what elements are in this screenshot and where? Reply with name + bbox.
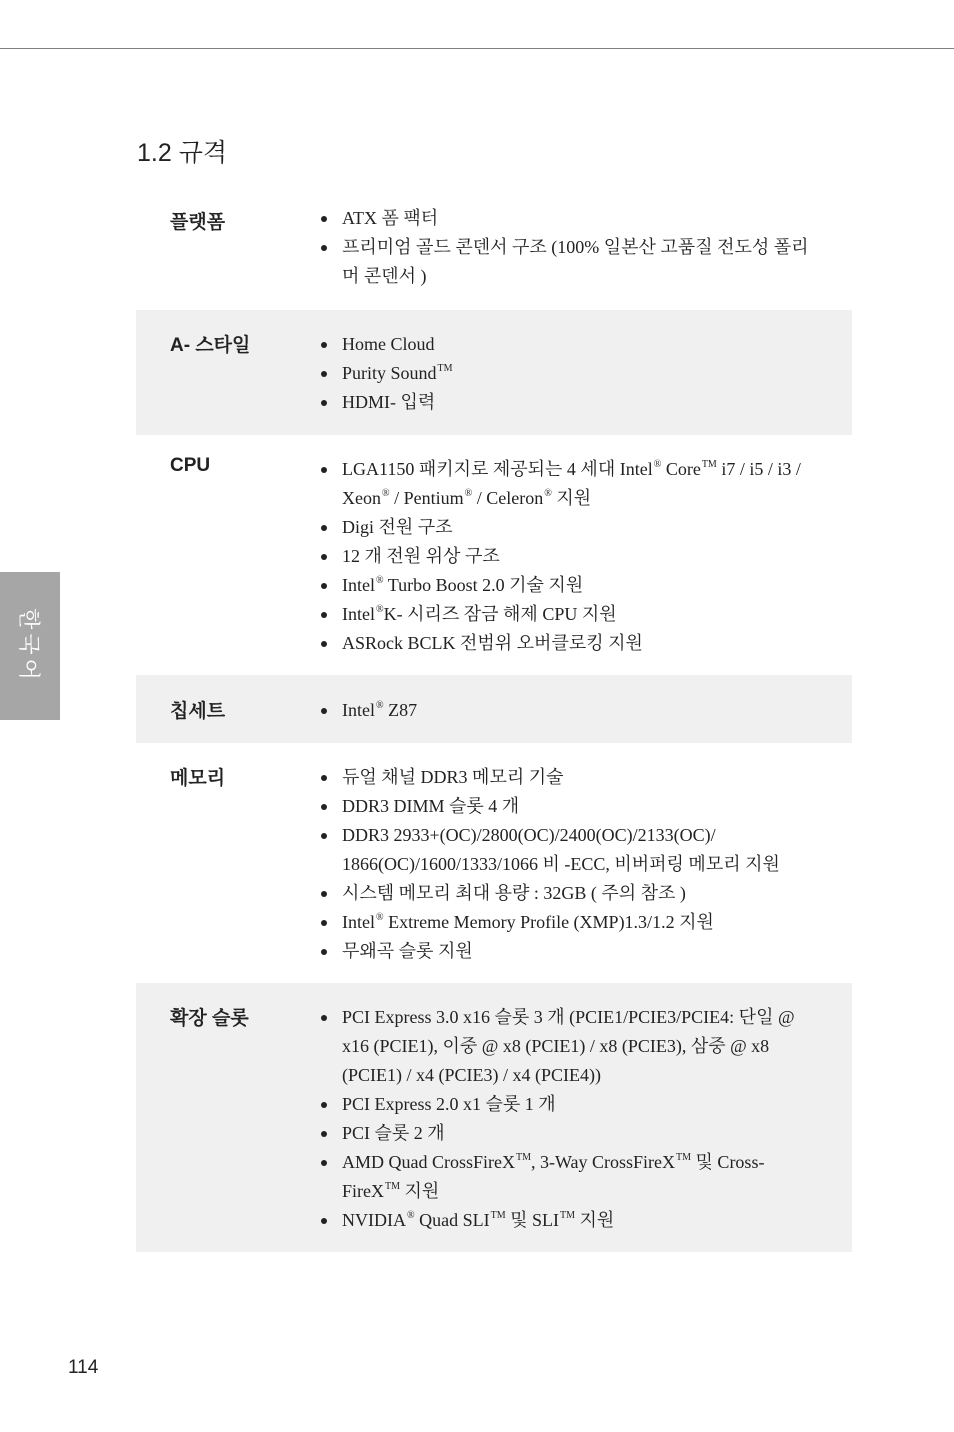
spec-row (136, 196, 852, 310)
spec-item (320, 1148, 820, 1206)
trademark-mark: ® (544, 488, 552, 499)
trademark-mark: TM (516, 1152, 531, 1163)
spec-label: 칩세트 (170, 701, 226, 722)
spec-table (136, 196, 852, 1252)
spec-item-text: ATX 폼 팩터 (342, 208, 439, 228)
spec-item-text: HDMI- 입력 (342, 392, 436, 412)
spec-item (320, 1003, 820, 1090)
spec-item-text: 지원 (400, 1181, 440, 1201)
spec-item-list (320, 696, 820, 725)
trademark-mark: TM (437, 363, 453, 374)
spec-item (320, 821, 820, 879)
spec-item-text: Intel (342, 604, 375, 624)
spec-item-text: PCI Express 3.0 x16 슬롯 3 개 (PCIE1/PCIE3/PCIE4: 단일 @ x16 (PCIE1), 이중 @ x8 (PCIE1) / x8 (PCIE3), 삼중 @ x8 (PCIE1) / x4 (PCIE3) / x4 (PCIE4)) (342, 1007, 795, 1085)
trademark-mark: ® (406, 1210, 415, 1221)
spec-item-text: NVIDIA (342, 1210, 406, 1230)
spec-item (320, 792, 820, 821)
trademark-mark: ® (382, 488, 390, 499)
spec-item-text: 프리미엄 골드 콘덴서 구조 (100% 일본산 고품질 전도성 폴리머 콘덴서 ) (342, 237, 809, 286)
spec-item (320, 571, 820, 600)
spec-item-list (320, 1003, 820, 1235)
trademark-mark: TM (385, 1181, 400, 1192)
trademark-mark: TM (701, 459, 717, 470)
spec-item-text: / Celeron (472, 488, 544, 508)
spec-row (136, 743, 852, 983)
spec-item (320, 1090, 820, 1119)
spec-item (320, 455, 820, 513)
trademark-mark: ® (376, 912, 384, 923)
spec-item-text: DDR3 DIMM 슬롯 4 개 (342, 796, 520, 816)
spec-item (320, 204, 820, 233)
trademark-mark: TM (676, 1152, 692, 1163)
spec-label: CPU (170, 455, 211, 476)
spec-item-text: 듀얼 채널 DDR3 메모리 기술 (342, 767, 564, 787)
trademark-mark: ® (376, 575, 384, 586)
spec-item (320, 330, 820, 359)
top-rule (0, 48, 954, 49)
spec-item-text: PCI Express 2.0 x1 슬롯 1 개 (342, 1094, 556, 1114)
spec-item-text: Turbo Boost 2.0 기술 지원 (383, 575, 584, 595)
spec-item (320, 600, 820, 629)
spec-item-text: Digi 전원 구조 (342, 517, 453, 537)
spec-item-text: 지원 (551, 488, 592, 508)
trademark-mark: TM (559, 1210, 575, 1221)
spec-item-text: LGA1150 패키지로 제공되는 4 세대 Intel (342, 459, 653, 479)
spec-item (320, 1119, 820, 1148)
spec-item-text: Z87 (383, 700, 418, 720)
spec-row (136, 983, 852, 1252)
spec-item (320, 937, 820, 966)
spec-row (136, 310, 852, 435)
spec-item-text: i7 / i5 / i3 / Xeon (342, 459, 801, 508)
spec-item (320, 542, 820, 571)
spec-item-text: ASRock BCLK 전범위 오버클로킹 지원 (342, 633, 643, 653)
spec-item-text: , 3-Way CrossFireX (531, 1152, 676, 1172)
spec-item-list (320, 455, 820, 658)
spec-item-text: AMD Quad CrossFireX (342, 1152, 515, 1172)
spec-item (320, 629, 820, 658)
spec-label: 플랫폼 (170, 212, 226, 233)
spec-item-text: 지원 (574, 1210, 615, 1230)
spec-item-text: 무왜곡 슬롯 지원 (342, 941, 473, 961)
spec-item-text: 및 Cross- FireX (342, 1152, 765, 1201)
spec-item (320, 879, 820, 908)
spec-item (320, 908, 820, 937)
spec-item-text: Purity Sound (342, 363, 437, 383)
spec-item (320, 233, 820, 291)
spec-label: 확장 슬롯 (170, 1008, 249, 1029)
spec-item (320, 388, 820, 417)
trademark-mark: ® (653, 459, 662, 470)
spec-item (320, 359, 820, 388)
language-side-tab (0, 572, 60, 720)
page-number: 114 (68, 1357, 99, 1378)
spec-item (320, 696, 820, 725)
spec-item-text: 12 개 전원 위상 구조 (342, 546, 500, 566)
trademark-mark: ® (376, 700, 384, 711)
trademark-mark: TM (490, 1210, 506, 1221)
spec-row (136, 435, 852, 675)
spec-item-text: / Pentium (389, 488, 464, 508)
spec-item-text: 및 SLI (505, 1210, 559, 1230)
section-title: 1.2 규격 (137, 139, 227, 167)
spec-item (320, 763, 820, 792)
spec-item (320, 513, 820, 542)
spec-row (136, 675, 852, 743)
spec-item-text: Core (661, 459, 701, 479)
spec-item-text: Home Cloud (342, 334, 435, 354)
spec-item-text: Intel (342, 912, 375, 932)
spec-item-list (320, 204, 820, 291)
spec-item-text: Quad SLI (414, 1210, 490, 1230)
spec-label: A- 스타일 (170, 335, 251, 356)
spec-item-text: 시스템 메모리 최대 용량 : 32GB ( 주의 참조 ) (342, 883, 686, 903)
side-tab-label: 한국어 (15, 608, 41, 684)
spec-item-text: K- 시리즈 잠금 해제 CPU 지원 (383, 604, 617, 624)
spec-item-text: PCI 슬롯 2 개 (342, 1123, 445, 1143)
spec-item-list (320, 763, 820, 966)
spec-item-text: Intel (342, 700, 375, 720)
spec-item-text: Extreme Memory Profile (XMP)1.3/1.2 지원 (383, 912, 714, 932)
spec-item (320, 1206, 820, 1235)
spec-item-text: Intel (342, 575, 375, 595)
spec-item-text: DDR3 2933+(OC)/2800(OC)/2400(OC)/2133(OC)/ 1866(OC)/1600/1333/1066 비 -ECC, 비버퍼링 메모리 지원 (342, 825, 780, 874)
spec-item-list (320, 330, 820, 417)
trademark-mark: ® (376, 604, 384, 615)
trademark-mark: ® (464, 488, 473, 499)
spec-label: 메모리 (170, 768, 226, 789)
